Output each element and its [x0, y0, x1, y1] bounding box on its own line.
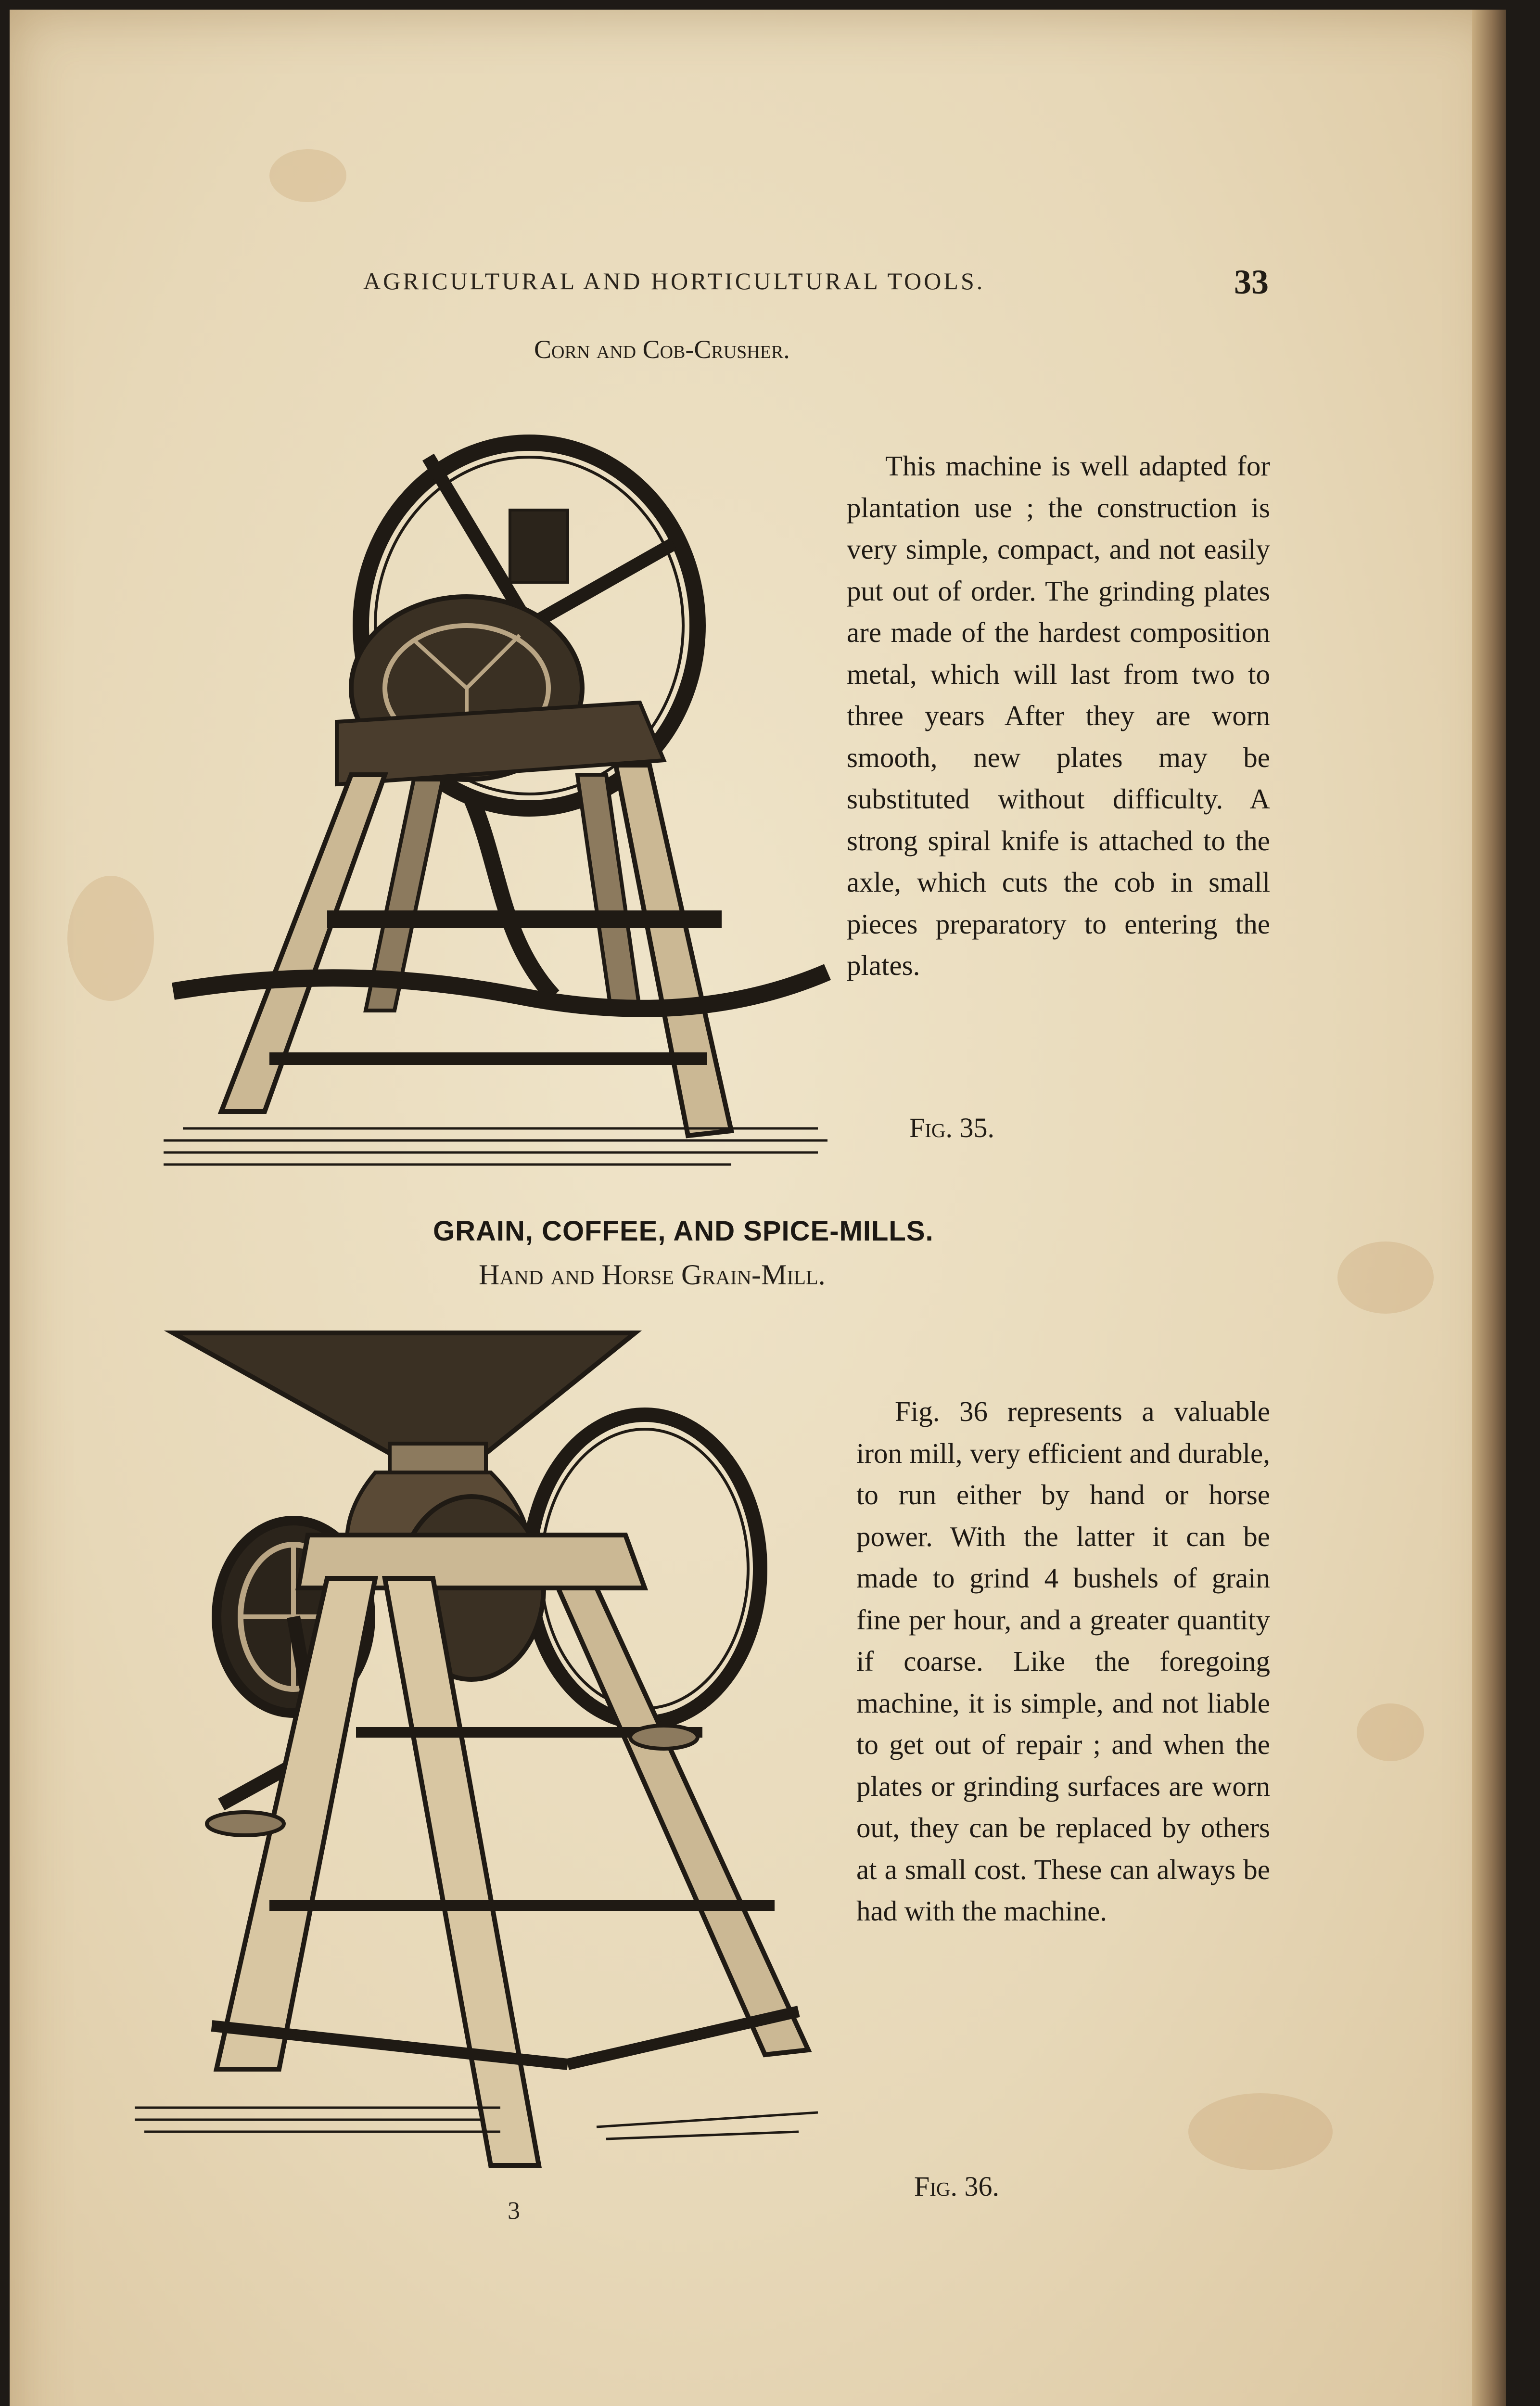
section2-caption: Hand and Horse Grain-Mill.: [479, 1259, 826, 1291]
page-edge: [1472, 10, 1506, 2406]
running-head: AGRICULTURAL AND HORTICULTURAL TOOLS.: [363, 268, 985, 294]
corn-crusher-illustration: [154, 385, 837, 1174]
figure-36-label: Fig. 36.: [914, 2171, 1000, 2202]
foxing-stain: [1337, 1241, 1434, 1314]
foxing-stain: [269, 149, 346, 202]
signature-mark: 3: [508, 2197, 520, 2225]
section1-caption: Corn and Cob-Crusher.: [534, 335, 790, 364]
foxing-stain: [1357, 1703, 1424, 1761]
foxing-stain: [67, 876, 154, 1001]
page-number: 33: [1234, 263, 1269, 301]
section2-body-text: Fig. 36 represents a valuable iron mill, very efficient and durable, to run either by hand or horse power. With the latter it can be made to grind 4 bushels of grain fine per hour, and a greater quantity if coarse. Like the foregoing machine, it is simple, and not liable to get out of repair ; and when the plates or grinding surfaces are worn out, they can be replaced by others at a small cost. These can always be had with the machine.: [856, 1395, 1270, 1927]
figure-35-label: Fig. 35.: [909, 1112, 995, 1143]
grain-mill-illustration: [135, 1318, 847, 2185]
section2-heading: GRAIN, COFFEE, AND SPICE-MILLS.: [433, 1216, 934, 1247]
foxing-stain: [1188, 2093, 1333, 2170]
section1-body-text: This machine is well adapted for plantation use ; the construction is very simple, compact, and not easily put out of order. The grinding plates are made of the hardest composition metal, which will last from two to three years After they are worn smooth, new plates may be substituted without difficulty. A strong spiral knife is attached to the axle, which cuts the cob in small pieces preparatory to entering the plates.: [847, 450, 1270, 981]
book-page: [10, 10, 1506, 2406]
